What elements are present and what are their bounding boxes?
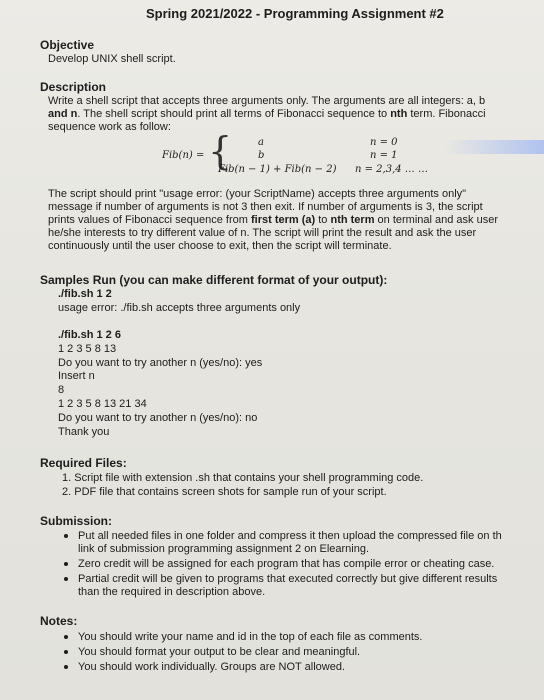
formula-cond-1: n = 0 [370, 137, 398, 148]
sample-run-2-line: 1 2 3 5 8 13 21 34 [58, 398, 147, 410]
bullet-icon [64, 665, 68, 669]
formula-lhs: Fib(n) = [162, 150, 205, 161]
sample-run-2-line: 1 2 3 5 8 13 [58, 343, 117, 355]
formula-cond-3: n = 2,3,4 … … [355, 164, 428, 175]
sample-run-2-line: Thank you [58, 426, 110, 438]
sample-run-1-output: usage error: ./fib.sh accepts three arguments only [58, 302, 301, 314]
note-item: You should work individually. Groups are NOT allowed. [78, 661, 345, 673]
submission-item-1-line-1: Put all needed files in one folder and compress it then upload the compressed file on th [78, 530, 502, 542]
formula-case-2: b [258, 150, 265, 161]
description-line-3: sequence work as follow: [48, 121, 171, 133]
bullet-icon [64, 650, 68, 654]
description-para2-line-4: he/she interests to try different value of n. The script will print the result and ask the user [48, 227, 477, 239]
sample-run-2-line: Do you want to try another n (yes/no): yes [58, 357, 263, 369]
required-file-item: 1. Script file with extension .sh that contains your shell programming code. [62, 472, 424, 484]
samples-heading: Samples Run (you can make different format of your output): [40, 273, 388, 287]
submission-item-1-line-2: link of submission programming assignment 2 on Elearning. [78, 543, 370, 555]
objective-text: Develop UNIX shell script. [48, 53, 176, 65]
description-para2-line-2: message if number of arguments is not 3 then exit. If number of arguments is 3, the script [48, 201, 483, 213]
formula-brace: { [208, 129, 233, 173]
description-para2-line-5: continuously until the user choose to exit, then the script will terminate. [48, 240, 392, 252]
page-title: Spring 2021/2022 - Programming Assignment #2 [146, 6, 444, 21]
sample-run-2-line: 8 [58, 384, 65, 396]
description-heading: Description [40, 80, 107, 94]
submission-item-2: Zero credit will be assigned for each program that has compile error or cheating case. [78, 558, 495, 570]
description-para2-line-1: The script should print "usage error: (your ScriptName) accepts three arguments only" [48, 188, 467, 200]
bullet-icon [64, 635, 68, 639]
formula-case-1: a [258, 137, 264, 148]
submission-item-3-line-2: than the required in description above. [78, 586, 266, 598]
description-line-2: and n. The shell script should print all terms of Fibonacci sequence to nth term. Fibonacci [48, 108, 486, 120]
submission-item-3-line-1: Partial credit will be given to programs that executed correctly but give different results [78, 573, 498, 585]
sample-run-2-line: Do you want to try another n (yes/no): no [58, 412, 258, 424]
description-line-1: Write a shell script that accepts three arguments only. The arguments are all integers: a, b [48, 95, 486, 107]
formula-cond-2: n = 1 [370, 150, 398, 161]
required-file-item: 2. PDF file that contains screen shots for sample run of your script. [62, 486, 387, 498]
description-para2-line-3: prints values of Fibonacci sequence from first term (a) to nth term on terminal and ask user [48, 214, 498, 226]
note-item: You should format your output to be clear and meaningful. [78, 646, 361, 658]
sample-run-1-command: ./fib.sh 1 2 [58, 288, 112, 300]
required-files-heading: Required Files: [40, 456, 127, 470]
objective-heading: Objective [40, 38, 95, 52]
bullet-icon [64, 577, 68, 581]
bullet-icon [64, 562, 68, 566]
submission-heading: Submission: [40, 514, 113, 528]
screen-glare [444, 140, 544, 154]
sample-run-2-line: Insert n [58, 370, 95, 382]
bullet-icon [64, 534, 68, 538]
sample-run-2-command: ./fib.sh 1 2 6 [58, 329, 121, 341]
formula-case-3: Fib(n − 1) + Fib(n − 2) [218, 164, 337, 175]
note-item: You should write your name and id in the top of each file as comments. [78, 631, 423, 643]
notes-heading: Notes: [40, 614, 78, 628]
